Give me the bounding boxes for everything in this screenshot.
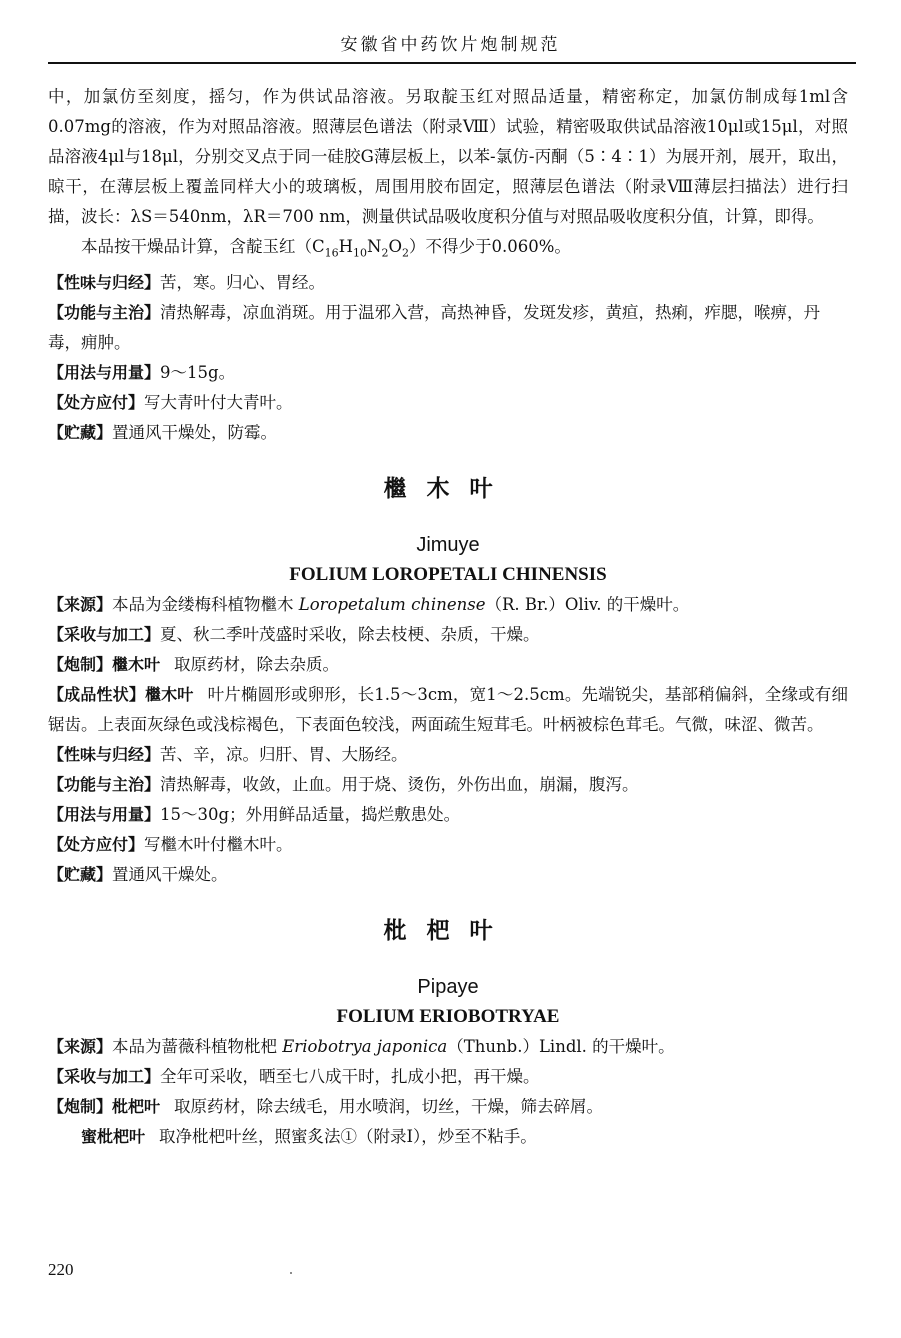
entry-text: 叶片椭圆形或卵形，长1.5～3cm，宽1～2.5cm。先端锐尖，基部稍偏斜，全缘或有细锯齿。上表面灰绿色或浅棕褐色，下表面色较浅，两面疏生短茸毛。叶柄被棕色茸毛。气微，味涩、微苦。 [48, 685, 848, 735]
entry-label: 【来源】 [48, 1037, 113, 1057]
content-c-sub: 16 [324, 246, 339, 260]
entry-text: 置通风干燥处，防霉。 [112, 423, 278, 443]
entry-text: 取净枇杷叶丝，照蜜炙法①（附录Ⅰ），炒至不粘手。 [159, 1127, 537, 1147]
entry-text: 写檵木叶付檵木叶。 [144, 835, 293, 855]
jimuye-entry-dosage [48, 800, 848, 830]
entry-label: 【处方应付】 [48, 835, 145, 855]
pipaye-source [48, 1032, 848, 1062]
entry-text: 写大青叶付大青叶。 [144, 393, 293, 413]
entry-label: 【炮制】 [48, 655, 113, 675]
jimuye-entry-storage [48, 860, 848, 890]
source-text-pre: 本品为金缕梅科植物檵木 [112, 595, 299, 615]
intro-entry-function [48, 298, 848, 358]
intro-entry-prescription [48, 388, 848, 418]
entry-label: 【处方应付】 [48, 393, 145, 413]
traits-term: 檵木叶 [144, 685, 194, 705]
entry-label: 【用法与用量】 [48, 363, 161, 383]
content-requirement [48, 232, 848, 268]
jimuye-entry-function [48, 770, 848, 800]
entry-label: 【炮制】 [48, 1097, 113, 1117]
content-o-sub: 2 [401, 246, 409, 260]
entry-text: 取原药材，除去绒毛，用水喷润，切丝，干燥，筛去碎屑。 [174, 1097, 604, 1117]
entry-text: 清热解毒，凉血消斑。用于温邪入营，高热神昏，发斑发疹，黄疸，热痢，痄腮，喉痹，丹毒，痈肿。 [48, 303, 821, 353]
processing-term: 檵木叶 [112, 655, 161, 675]
entry-label: 【来源】 [48, 595, 113, 615]
entry-text: 取原药材，除去杂质。 [174, 655, 340, 675]
processing-term: 枇杷叶 [112, 1097, 161, 1117]
header-rule [48, 62, 856, 64]
content-h-sub: 10 [353, 246, 368, 260]
entry-label: 【用法与用量】 [48, 805, 161, 825]
jimuye-source [48, 590, 848, 620]
jimuye-processing [48, 650, 848, 680]
source-text-post: （R. Br.）Oliv. 的干燥叶。 [485, 595, 690, 615]
entry-label: 【成品性状】 [48, 685, 145, 705]
entry-text: 全年可采收，晒至七八成干时，扎成小把，再干燥。 [160, 1067, 540, 1087]
page-number: 220 [48, 1260, 74, 1279]
intro-entry-dosage [48, 358, 848, 388]
entry-text: 9～15g。 [160, 363, 236, 383]
scan-speck [290, 1272, 292, 1274]
section-title-jimuye: 檵木叶 [383, 476, 513, 503]
page-content [48, 82, 848, 1152]
entry-label: 【功能与主治】 [48, 775, 161, 795]
jimuye-entry-nature [48, 740, 848, 770]
entry-text: 夏、秋二季叶茂盛时采收，除去枝梗、杂质，干燥。 [160, 625, 540, 645]
species-name: Loropetalum chinense [298, 595, 486, 615]
entry-label: 【贮藏】 [48, 865, 113, 885]
jimuye-entry-prescription [48, 830, 848, 860]
intro-entry-nature [48, 268, 848, 298]
latin-name-pipaye: FOLIUM ERIOBOTRYAE [336, 1006, 560, 1028]
entry-text: 清热解毒，收敛，止血。用于烧、烫伤，外伤出血，崩漏，腹泻。 [160, 775, 639, 795]
content-h: H [338, 237, 354, 256]
jimuye-harvest [48, 620, 848, 650]
assay-paragraph: 中，加氯仿至刻度，摇匀，作为供试品溶液。另取靛玉红对照品适量，精密称定，加氯仿制成每1ml含0.07mg的溶液，作为对照品溶液。照薄层色谱法（附录Ⅷ）试验，精密吸取供试品溶液10μl或15μl，对照品溶液4μl与18μl，分别交叉点于同一硅胶G薄层板上，以苯-氯仿-丙酮（5∶4∶1）为展开剂，展开，取出，晾干，在薄层板上覆盖同样大小的玻璃板，周围用胶布固定，照薄层色谱法（附录Ⅷ薄层扫描法）进行扫描，波长：λS＝540nm，λR＝700 nm，测量供试品吸收度积分值与对照品吸收度积分值，计算，即得。 [48, 87, 848, 226]
pipaye-honey-processing [48, 1122, 848, 1152]
entry-label: 【采收与加工】 [48, 625, 161, 645]
content-o: O [388, 237, 402, 256]
species-name: Eriobotrya japonica [282, 1037, 448, 1057]
entry-text: 苦，寒。归心、胃经。 [160, 273, 326, 293]
content-n: N [367, 237, 382, 256]
content-n-sub: 2 [381, 246, 389, 260]
entry-text: 15～30g；外用鲜品适量，捣烂敷患处。 [160, 805, 461, 825]
entry-text: 苦、辛，凉。归肝、胃、大肠经。 [160, 745, 408, 765]
pipaye-harvest [48, 1062, 848, 1092]
entry-label: 【采收与加工】 [48, 1067, 161, 1087]
entry-label: 【性味与归经】 [48, 745, 161, 765]
honey-term: 蜜枇杷叶 [81, 1127, 146, 1147]
intro-entry-storage [48, 418, 848, 448]
content-text-pre: 本品按干燥品计算，含靛玉红（C [81, 237, 325, 256]
latin-name-jimuye: FOLIUM LOROPETALI CHINENSIS [289, 564, 607, 586]
content-text-post: ）不得少于0.060%。 [408, 237, 571, 256]
section-title-pipaye: 枇杷叶 [383, 918, 513, 945]
entry-text: 置通风干燥处。 [112, 865, 228, 885]
source-text-pre: 本品为蔷薇科植物枇杷 [112, 1037, 283, 1057]
running-header: 安徽省中药饮片炮制规范 [340, 35, 561, 55]
entry-label: 【贮藏】 [48, 423, 113, 443]
source-text-post: （Thunb.）Lindl. 的干燥叶。 [447, 1037, 675, 1057]
pinyin-pipaye: Pipaye [417, 976, 479, 999]
pipaye-processing [48, 1092, 848, 1122]
entry-label: 【功能与主治】 [48, 303, 161, 323]
jimuye-traits [48, 680, 848, 740]
entry-label: 【性味与归经】 [48, 273, 161, 293]
pinyin-jimuye: Jimuye [416, 534, 480, 557]
